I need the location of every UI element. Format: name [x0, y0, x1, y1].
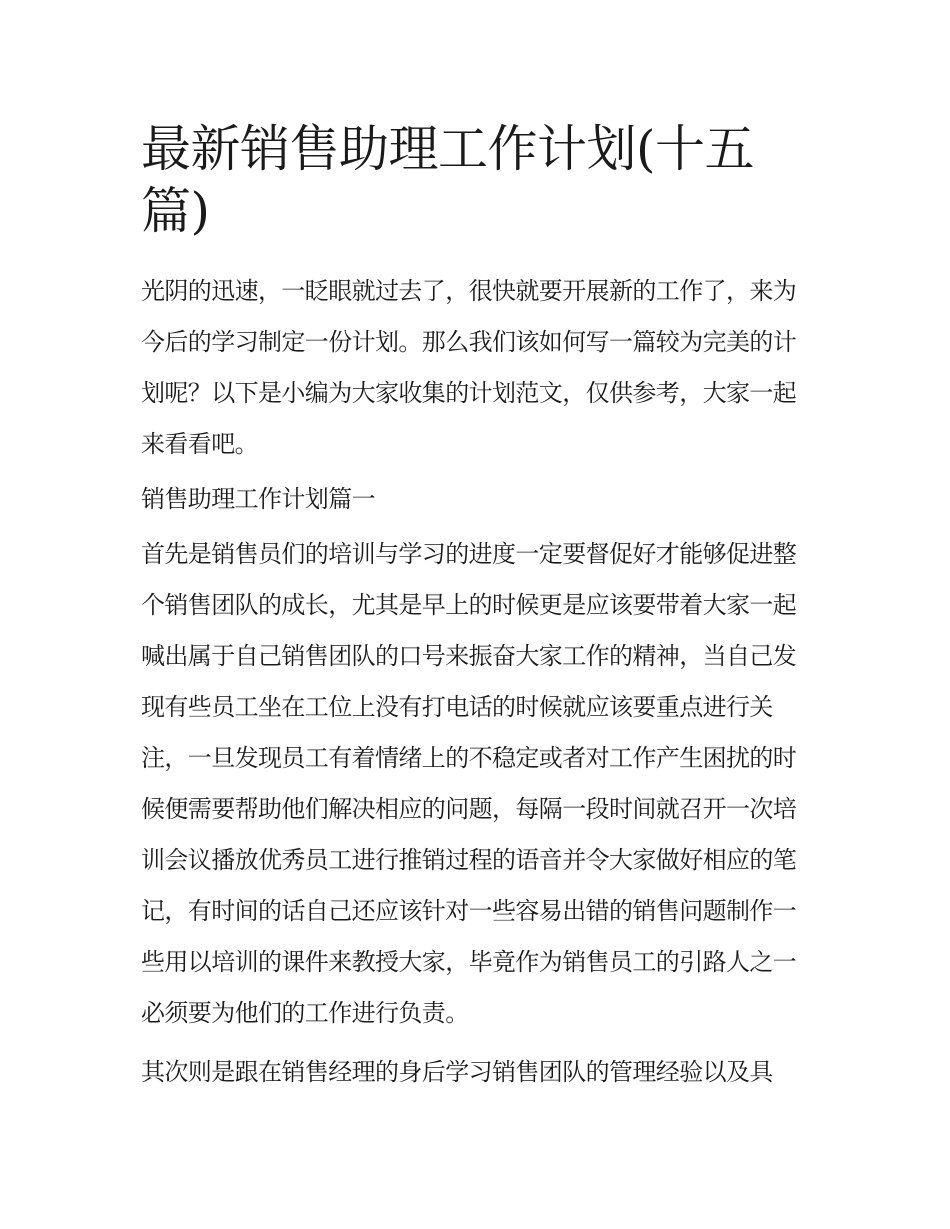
body-paragraph-1: 首先是销售员们的培训与学习的进度一定要督促好才能够促进整个销售团队的成长，尤其是早上的时候更是应该要带着大家一起喊出属于自己销售团队的口号来振奋大家工作的精神，当自己发现有些员工坐在工位上没有打电话的时候就应该要重点进行关注，一旦发现员工有着情绪上的不稳定或者对工作产生困扰的时候便需要帮助他们解决相应的问题，每隔一段时间就召开一次培训会议播放优秀员工进行推销过程的语音并令大家做好相应的笔记，有时间的话自己还应该针对一些容易出错的销售问题制作一些用以培训的课件来教授大家，毕竟作为销售员工的引路人之一必须要为他们的工作进行负责。 [141, 540, 797, 1027]
document-page [141, 118, 813, 1098]
document-title: 最新销售助理工作计划(十五篇) [141, 120, 755, 240]
body-paragraph-2: 其次则是跟在销售经理的身后学习销售团队的管理经验以及具 [141, 1058, 773, 1086]
section-heading: 销售助理工作计划篇一 [141, 485, 375, 513]
intro-paragraph: 光阴的迅速，一眨眼就过去了，很快就要开展新的工作了，来为今后的学习制定一份计划。那么我们该如何写一篇较为完美的计划呢？以下是小编为大家收集的计划范文，仅供参考，大家一起来看看吧。 [141, 277, 797, 458]
